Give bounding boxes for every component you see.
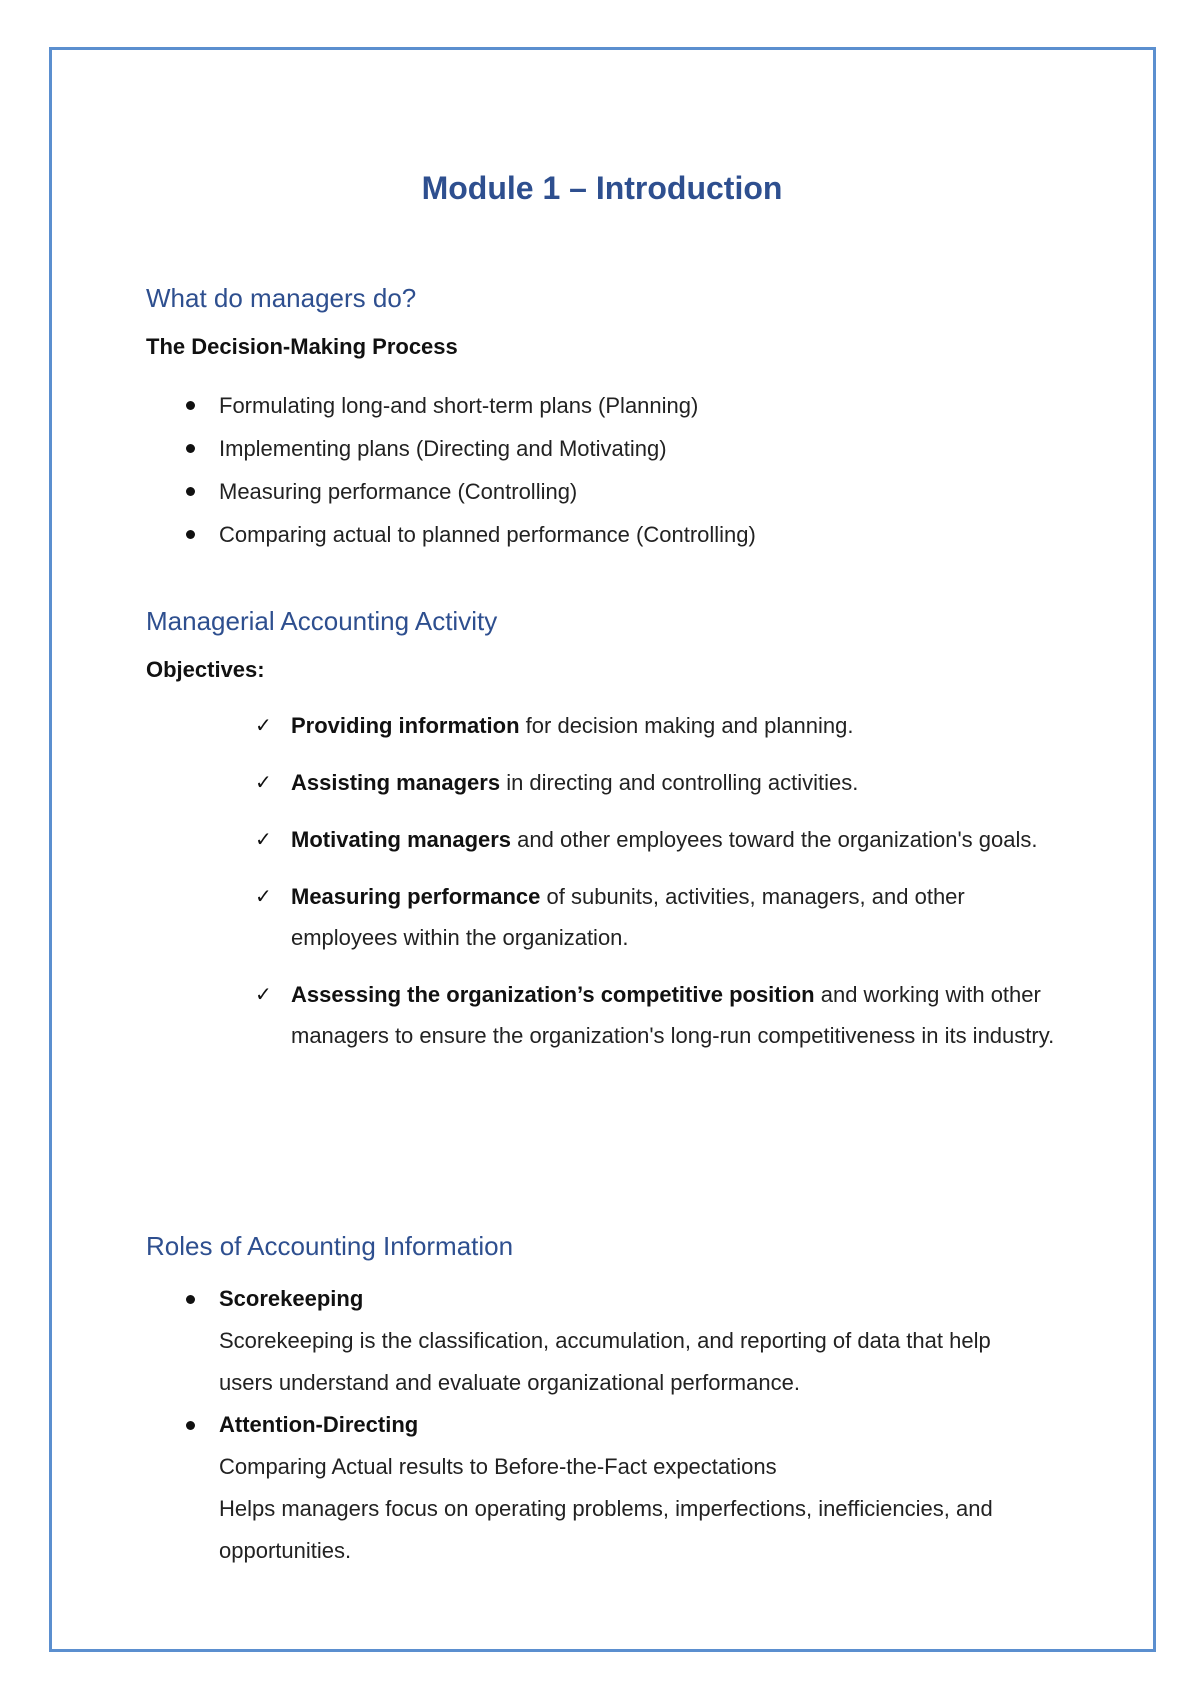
bullet-icon: [186, 487, 195, 496]
bullet-icon: [186, 1421, 195, 1430]
role-title: Attention-Directing: [219, 1412, 419, 1437]
list-item: Measuring performance (Controlling): [186, 470, 756, 513]
list-item: Implementing plans (Directing and Motivating): [186, 427, 756, 470]
list-item: [186, 1278, 1046, 1404]
checkmark-icon: ✓: [255, 713, 272, 737]
roles-list: [186, 1278, 1046, 1572]
subheading-objectives: Objectives:: [146, 657, 265, 682]
section-heading-roles: Roles of Accounting Information: [146, 1231, 514, 1261]
checkmark-icon: ✓: [255, 884, 272, 908]
list-item: ✓ Motivating managers and other employees toward the organization's goals.: [255, 819, 1075, 860]
role-description: Helps managers focus on operating problems, imperfections, inefficiencies, and opportunities.: [219, 1496, 993, 1563]
checkmark-icon: ✓: [255, 770, 272, 794]
role-title: Scorekeeping: [219, 1286, 364, 1311]
list-item: Comparing actual to planned performance (Controlling): [186, 513, 756, 556]
list-item: [186, 1404, 1046, 1572]
list-item: ✓ Assisting managers in directing and controlling activities.: [255, 762, 1075, 803]
bullet-icon: [186, 530, 195, 539]
section-heading-managerial-accounting: Managerial Accounting Activity: [146, 606, 498, 636]
role-description: Comparing Actual results to Before-the-Fact expectations: [219, 1454, 777, 1479]
subheading-decision-making: The Decision-Making Process: [146, 334, 458, 359]
page-title: Module 1 – Introduction: [421, 170, 783, 206]
bullet-icon: [186, 444, 195, 453]
role-description: Scorekeeping is the classification, accumulation, and reporting of data that help users understand and evaluate organizational performance.: [219, 1328, 991, 1395]
bullet-icon: [186, 401, 195, 410]
decision-making-list: [186, 384, 756, 556]
bullet-icon: [186, 1295, 195, 1304]
list-item: ✓ Measuring performance of subunits, activities, managers, and other employees within the organization.: [255, 876, 1075, 958]
checkmark-icon: ✓: [255, 982, 272, 1006]
list-item: ✓ Providing information for decision making and planning.: [255, 705, 1075, 746]
list-item: ✓ Assessing the organization’s competitive position and working with other managers to ensure the organization's long-run competitiveness in its industry.: [255, 974, 1075, 1056]
objectives-list: [255, 705, 1075, 1072]
checkmark-icon: ✓: [255, 827, 272, 851]
section-heading-managers: What do managers do?: [146, 283, 417, 313]
list-item: Formulating long-and short-term plans (Planning): [186, 384, 756, 427]
